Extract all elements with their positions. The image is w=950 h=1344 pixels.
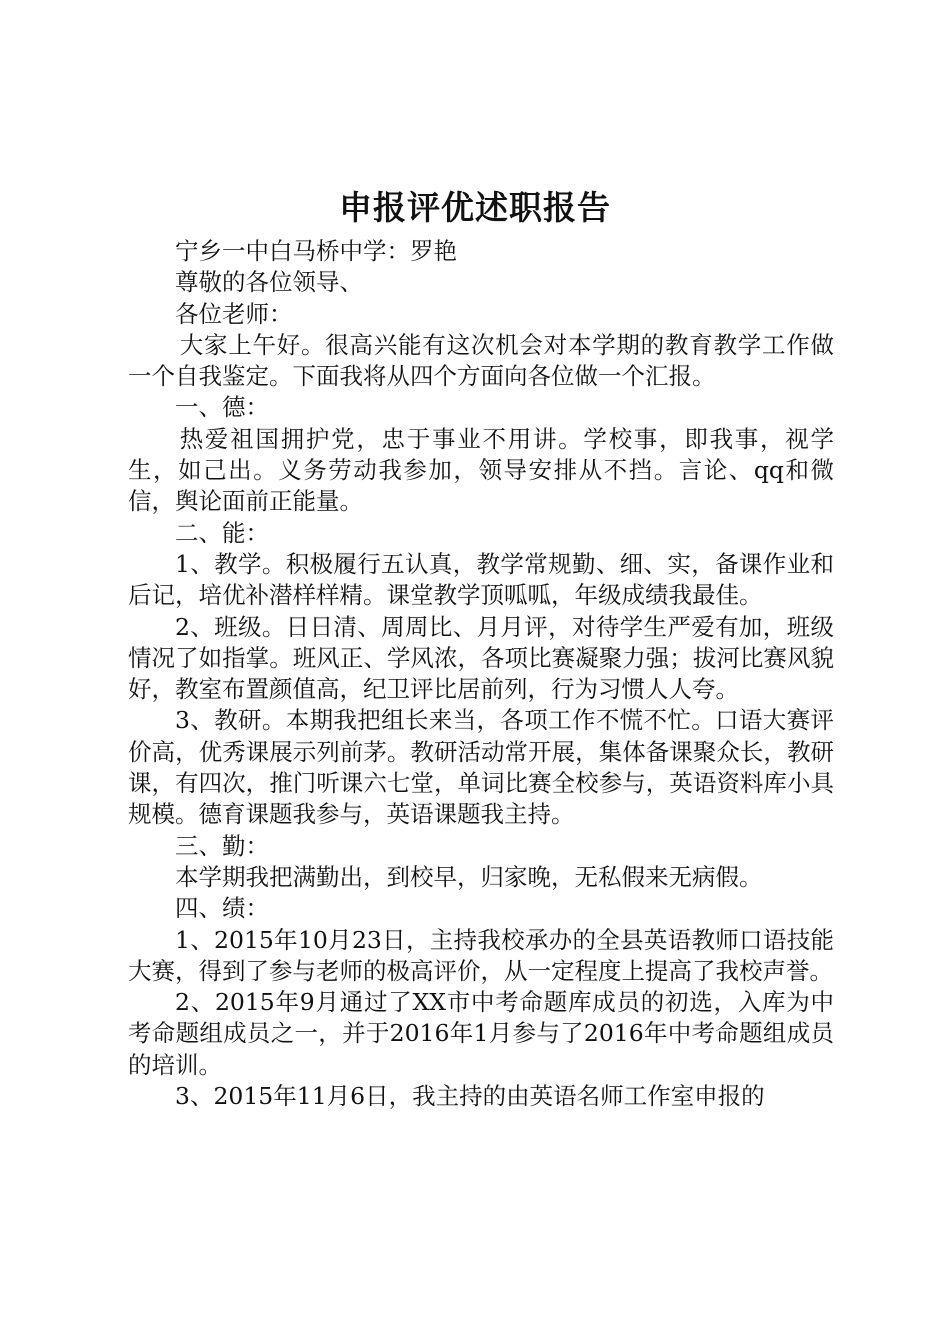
section-heading-virtue: 一、德： bbox=[175, 393, 269, 422]
ability-class-paragraph: 2、班级。日日清、周周比、月月评，对待学生严爱有加，班级情况了如指掌。班风正、学风浓，各项比赛凝聚力强；拔河比赛风貌好，教室布置颜值高，纪卫评比居前列，行为习惯人人夸。 bbox=[128, 612, 834, 704]
section-heading-achievement: 四、绩： bbox=[175, 894, 269, 923]
virtue-paragraph: 热爱祖国拥护党，忠于事业不用讲。学校事，即我事，视学生，如己出。义务劳动我参加，领导安排从不挡。言论、qq和微信，舆论面前正能量。 bbox=[128, 424, 834, 516]
salutation-leaders: 尊敬的各位领导、 bbox=[175, 268, 363, 297]
achievement-item-2: 2、2015年9月通过了XX市中考命题库成员的初选，入库为中考命题组成员之一，并于2016年1月参与了2016年中考命题组成员的培训。 bbox=[128, 988, 834, 1079]
author-line: 宁乡一中白马桥中学：罗艳 bbox=[175, 237, 457, 265]
diligence-paragraph: 本学期我把满勤出，到校早，归家晚，无私假来无病假。 bbox=[175, 862, 763, 891]
achievement-item-1: 1、2015年10月23日，主持我校承办的全县英语教师口语技能大赛，得到了参与老师的极高评价，从一定程度上提高了我校声誉。 bbox=[128, 925, 834, 985]
document-body bbox=[128, 236, 834, 1112]
salutation-teachers: 各位老师： bbox=[175, 299, 293, 328]
intro-paragraph: 大家上午好。很高兴能有这次机会对本学期的教育教学工作做一个自我鉴定。下面我将从四个方面向各位做一个汇报。 bbox=[128, 330, 834, 391]
ability-teaching-paragraph: 1、教学。积极履行五认真，教学常规勤、细、实，备课作业和后记，培优补潜样样精。课堂教学顶呱呱，年级成绩我最佳。 bbox=[128, 549, 834, 610]
ability-research-paragraph: 3、教研。本期我把组长来当，各项工作不慌不忙。口语大赛评价高，优秀课展示列前茅。教研活动常开展，集体备课聚众长，教研课，有四次，推门听课六七堂，单词比赛全校参与，英语资料库小具规模。德育课题我参与，英语课题我主持。 bbox=[128, 706, 834, 829]
document-title: 申报评优述职报告 bbox=[339, 188, 611, 227]
achievement-item-3: 3、2015年11月6日，我主持的由英语名师工作室申报的 bbox=[175, 1082, 765, 1111]
section-heading-diligence: 三、勤： bbox=[175, 831, 269, 860]
section-heading-ability: 二、能： bbox=[175, 518, 269, 547]
